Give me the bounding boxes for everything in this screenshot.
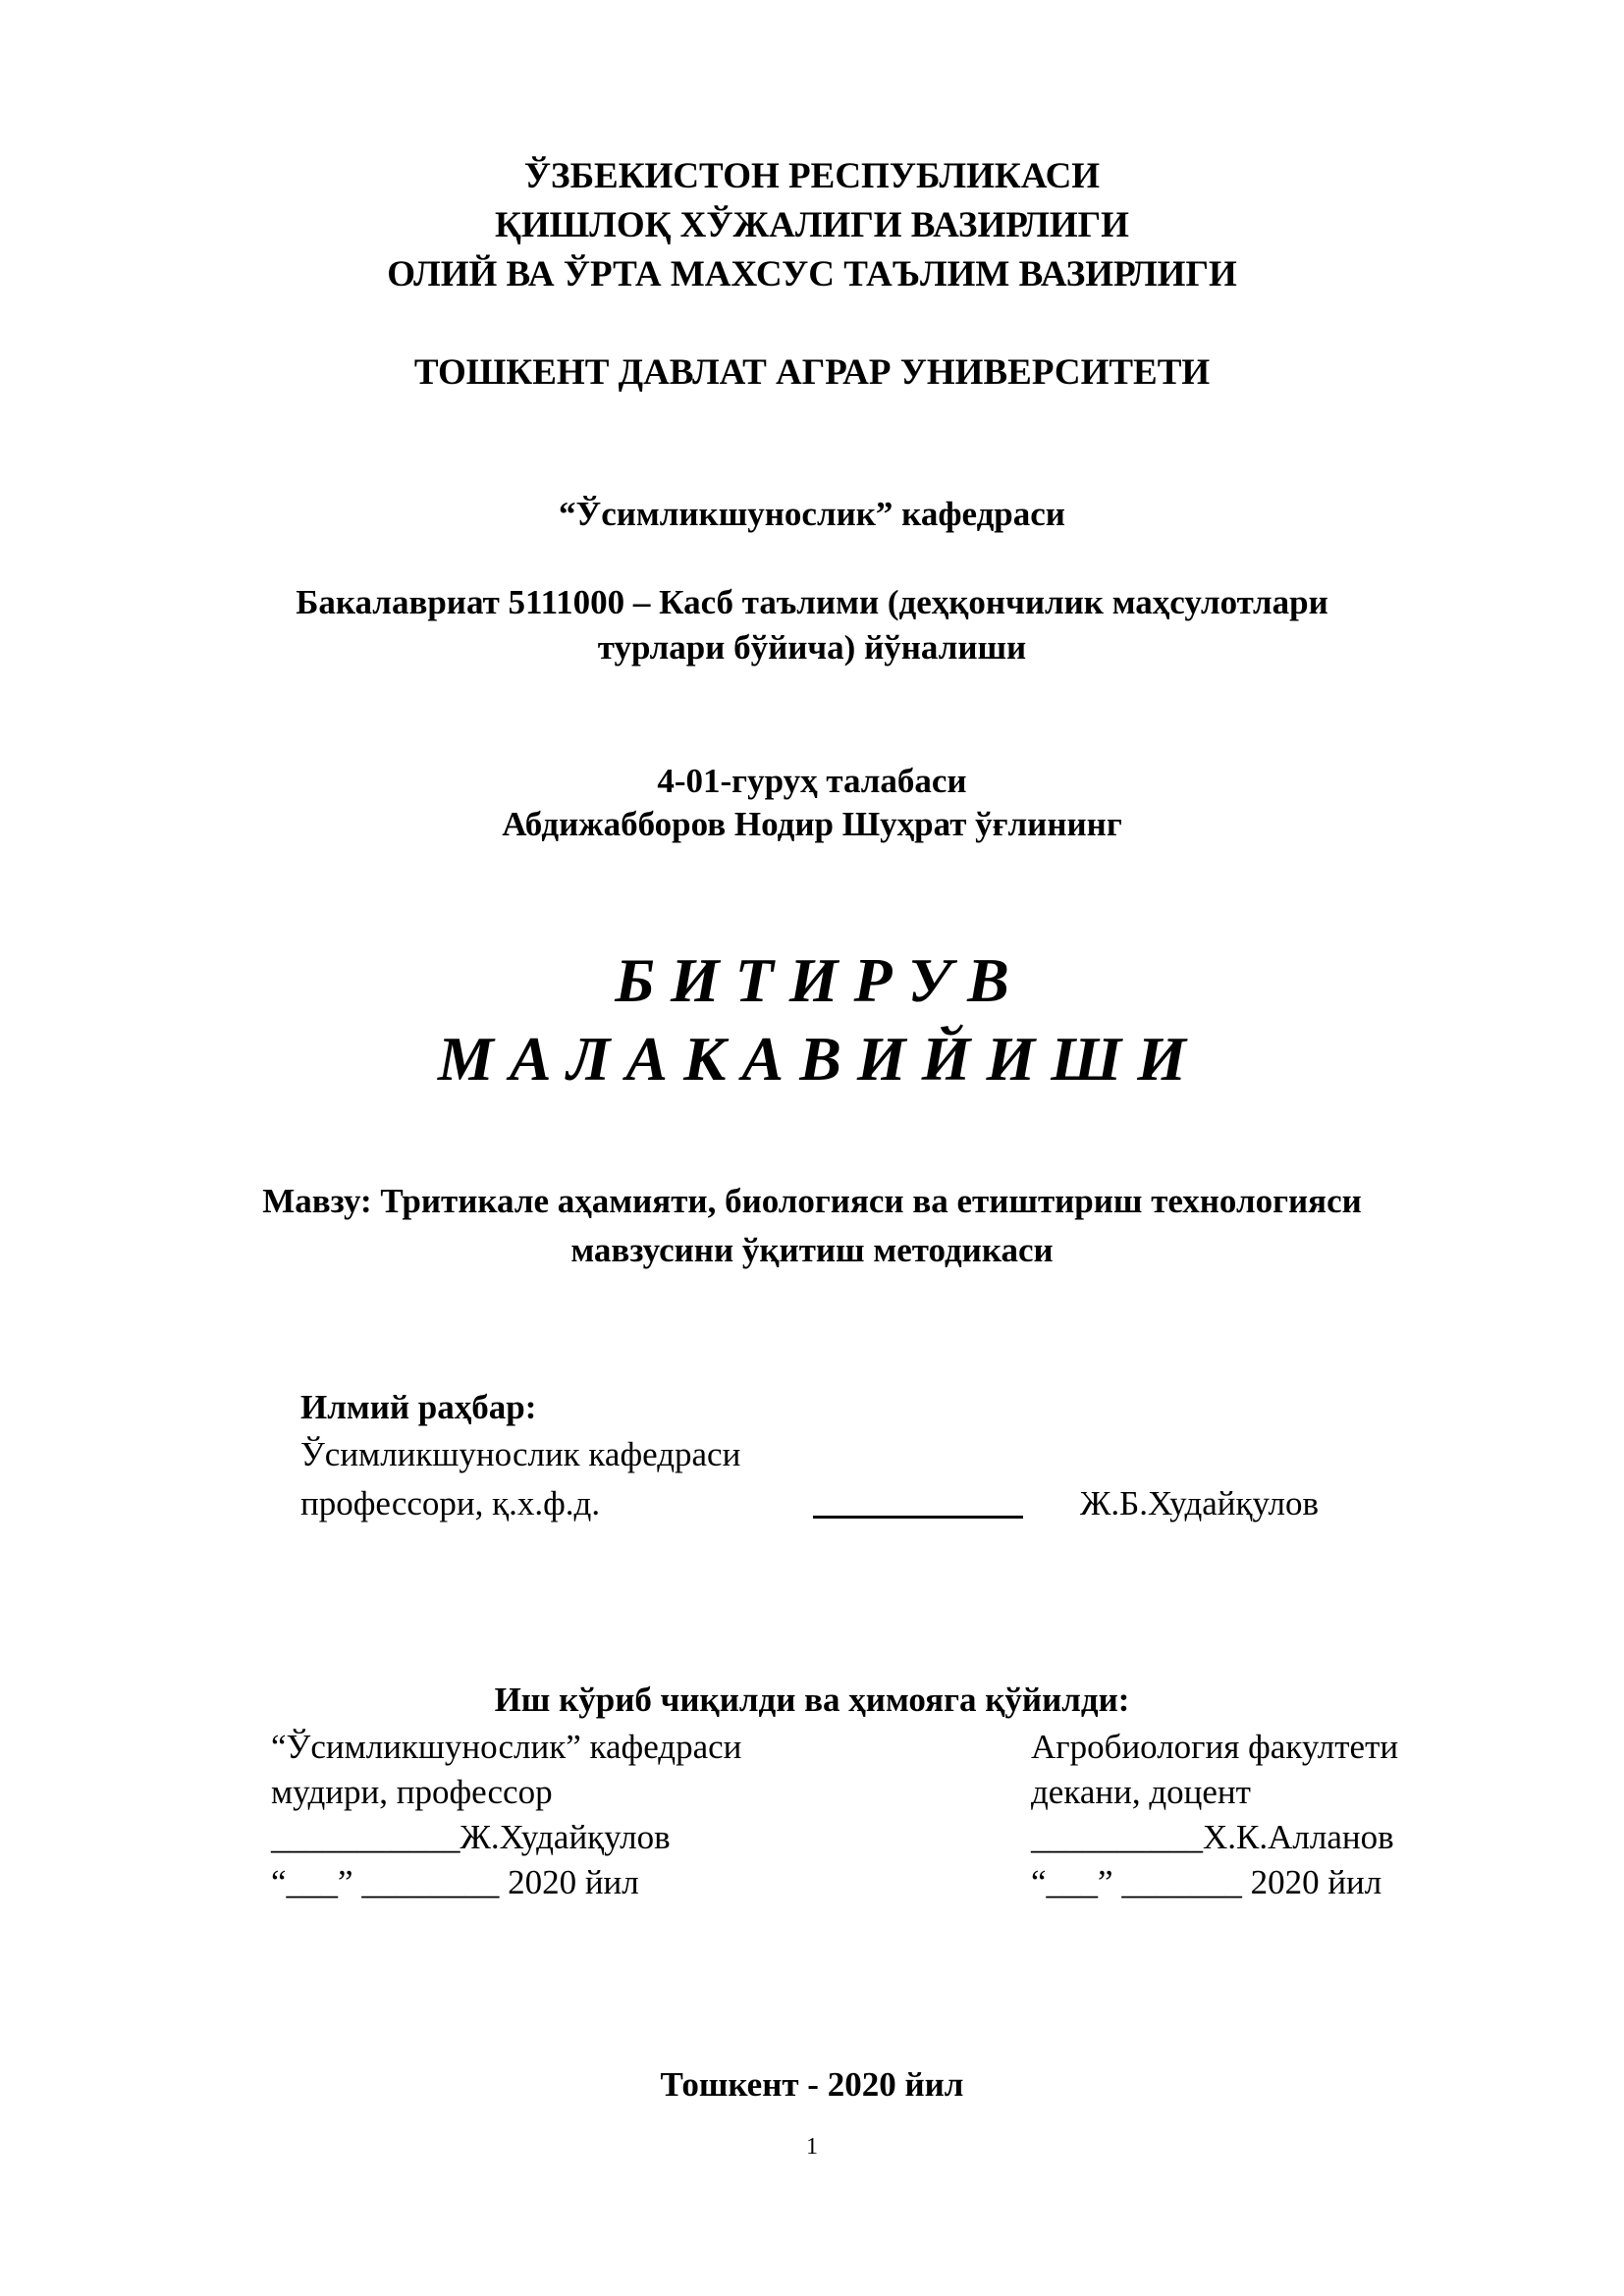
department-name: “Ўсимликшунослик” кафедраси <box>559 495 1065 533</box>
supervisor-name: Ж.Б.Худайқулов <box>1080 1484 1319 1522</box>
approval-heading: Иш кўриб чиқилди ва ҳимояга қўйилди: <box>494 1681 1130 1719</box>
ministry-education: ОЛИЙ ВА ЎРТА МАХСУС ТАЪЛИМ ВАЗИРЛИГИ <box>387 254 1237 294</box>
ministry-republic: ЎЗБЕКИСТОН РЕСПУБЛИКАСИ <box>523 156 1101 196</box>
program-line-2: турлари бўйича) йўналиши <box>597 628 1027 667</box>
student-name: Абдижабборов Нодир Шуҳрат ўғлининг <box>502 805 1122 843</box>
approval-right-faculty: Агробиология факултети <box>1031 1728 1399 1766</box>
work-title-line-2: М А Л А К А В И Й И Ш И <box>437 1024 1187 1094</box>
ministry-agriculture: ҚИШЛОҚ ХЎЖАЛИГИ ВАЗИРЛИГИ <box>495 205 1129 245</box>
supervisor-department: Ўсимликшунослик кафедраси <box>300 1435 741 1473</box>
approval-right-date: “___” _______ 2020 йил <box>1031 1863 1382 1901</box>
topic-line-2: мавзусини ўқитиш методикаси <box>570 1231 1054 1269</box>
approval-right-title: декани, доцент <box>1031 1773 1251 1811</box>
place-year: Тошкент - 2020 йил <box>660 2065 964 2104</box>
university-name: ТОШКЕНТ ДАВЛАТ АГРАР УНИВЕРСИТЕТИ <box>413 352 1211 393</box>
work-title-line-1: Б И Т И Р У В <box>615 945 1009 1015</box>
supervisor-title: профессори, қ.х.ф.д. <box>300 1484 601 1522</box>
approval-left-date: “___” ________ 2020 йил <box>271 1863 639 1901</box>
supervisor-heading: Илмий раҳбар: <box>300 1388 537 1426</box>
student-group: 4-01-гуруҳ талабаси <box>657 762 967 800</box>
topic-line-1: Мавзу: Тритикале аҳамияти, биологияси ва етиштириш технологияси <box>262 1182 1362 1220</box>
supervisor-signature-line <box>813 1516 1023 1519</box>
approval-left-title: мудири, профессор <box>271 1773 553 1811</box>
page-number: 1 <box>806 2134 818 2160</box>
approval-left-signature: ___________Ж.Худайқулов <box>271 1818 671 1856</box>
approval-right-signature: __________Х.К.Алланов <box>1031 1818 1394 1856</box>
program-line-1: Бакалавриат 5111000 – Касб таълими (деҳқончилик маҳсулотлари <box>296 583 1328 621</box>
approval-left-department: “Ўсимликшунослик” кафедраси <box>271 1728 742 1766</box>
